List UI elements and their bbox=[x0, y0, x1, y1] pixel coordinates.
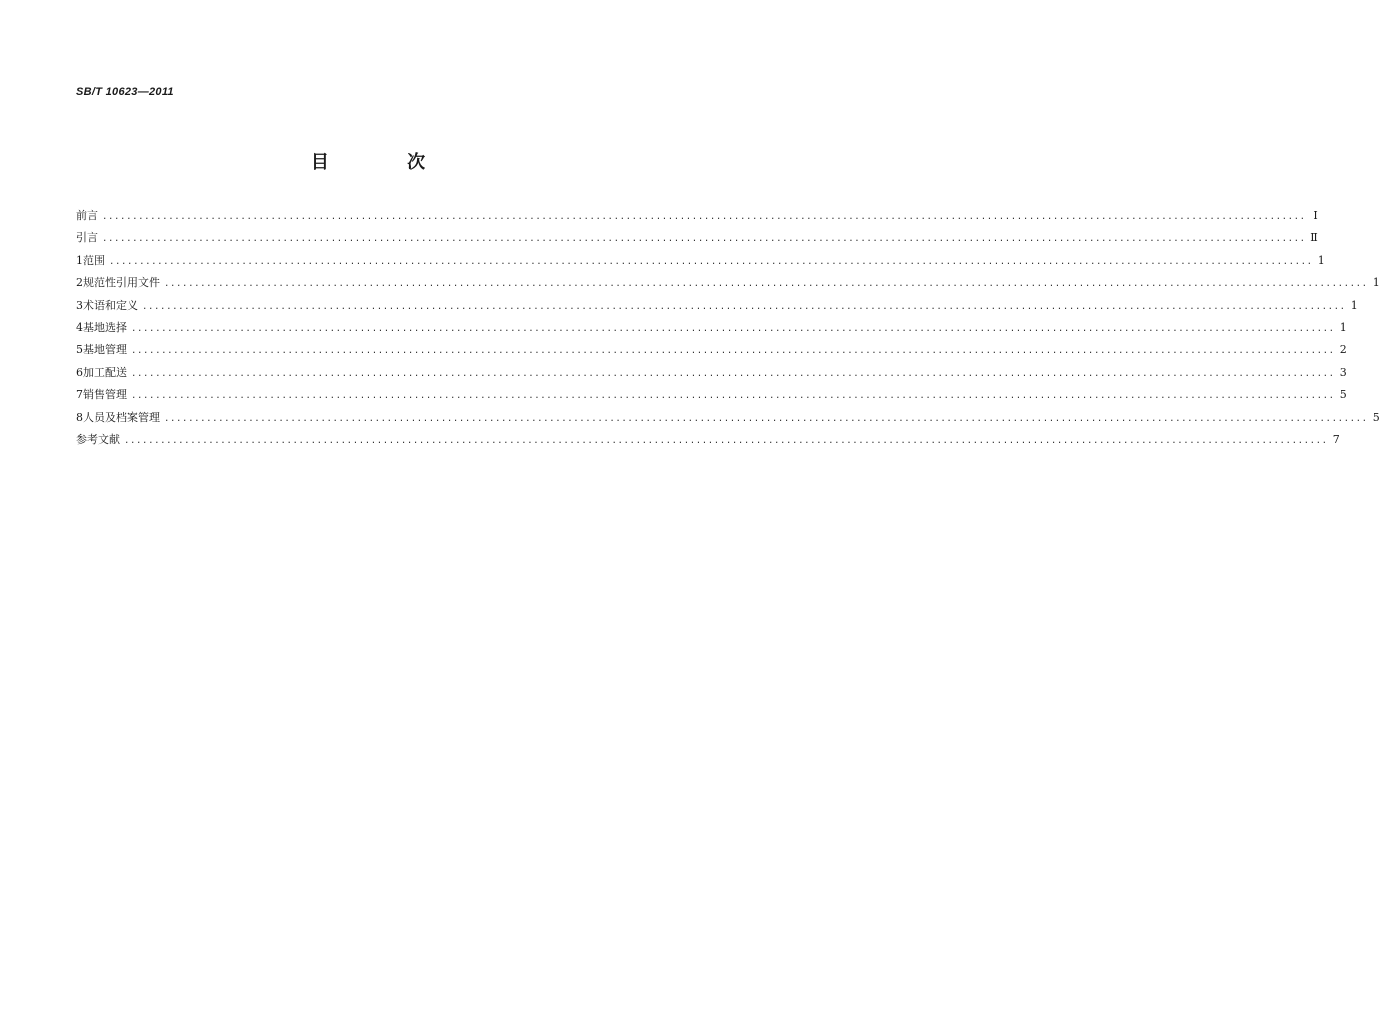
toc-entry-introduction[interactable] bbox=[76, 227, 1318, 249]
toc-leader-dots: ........................................................................................................................................................................................................ bbox=[131, 323, 1335, 334]
toc-entry-page: 1 bbox=[1350, 298, 1358, 312]
toc-leader-dots: ........................................................................................................................................................................................................ bbox=[109, 256, 1313, 267]
toc-entry-page: 1 bbox=[1339, 320, 1347, 334]
toc-entry-page: 5 bbox=[1372, 410, 1380, 424]
toc-entry-label: 基地管理 bbox=[83, 343, 127, 357]
toc-entry-page: 3 bbox=[1339, 365, 1347, 379]
toc-entry-foreword[interactable] bbox=[76, 205, 1318, 227]
toc-entry-label: 范围 bbox=[83, 253, 105, 267]
toc-leader-dots: ........................................................................................................................................................................................................ bbox=[131, 346, 1335, 357]
toc-entry-5[interactable] bbox=[76, 339, 1347, 361]
toc-entry-number: 2 bbox=[76, 276, 83, 290]
toc-entry-label: 引言 bbox=[76, 231, 98, 245]
toc-entry-number: 3 bbox=[76, 298, 83, 312]
toc-entry-label: 基地选择 bbox=[83, 320, 127, 334]
toc-entry-page: I bbox=[1313, 209, 1318, 222]
toc-leader-dots: ........................................................................................................................................................................................................ bbox=[102, 212, 1306, 222]
toc-entry-3[interactable] bbox=[76, 295, 1358, 317]
toc-entry-label: 前言 bbox=[76, 209, 98, 222]
toc-entry-bibliography[interactable] bbox=[76, 429, 1340, 451]
toc-entry-page: 1 bbox=[1317, 253, 1325, 267]
toc-entry-6[interactable] bbox=[76, 362, 1347, 384]
toc-entry-number: 6 bbox=[76, 365, 83, 379]
toc-leader-dots: ........................................................................................................................................................................................................ bbox=[124, 435, 1328, 446]
toc-entry-number: 1 bbox=[76, 253, 83, 267]
toc-entry-7[interactable] bbox=[76, 384, 1347, 406]
toc-entry-page: 5 bbox=[1339, 388, 1347, 402]
toc-entry-page: 7 bbox=[1332, 432, 1340, 446]
toc-entry-number: 7 bbox=[76, 388, 83, 402]
toc-leader-dots: ........................................................................................................................................................................................................ bbox=[131, 391, 1335, 402]
toc-entry-page: 2 bbox=[1339, 343, 1347, 357]
toc-title: 目 次 bbox=[310, 152, 462, 173]
toc-leader-dots: ........................................................................................................................................................................................................ bbox=[131, 368, 1335, 379]
toc-entry-number: 4 bbox=[76, 320, 83, 334]
toc-entry-label: 加工配送 bbox=[83, 365, 127, 379]
toc-entry-label: 人员及档案管理 bbox=[83, 410, 160, 424]
toc-entry-label: 销售管理 bbox=[83, 388, 127, 402]
toc-leader-dots: ........................................................................................................................................................................................................ bbox=[142, 301, 1346, 312]
toc-entry-label: 参考文献 bbox=[76, 432, 120, 446]
toc-leader-dots: ........................................................................................................................................................................................................ bbox=[102, 234, 1306, 245]
toc-entry-page: 1 bbox=[1372, 276, 1380, 290]
toc-entry-1[interactable] bbox=[76, 250, 1325, 272]
toc-entry-number: 8 bbox=[76, 410, 83, 424]
toc-leader-dots: ........................................................................................................................................................................................................ bbox=[164, 413, 1368, 424]
toc-leader-dots: ........................................................................................................................................................................................................ bbox=[164, 279, 1368, 290]
toc-entry-label: 术语和定义 bbox=[83, 298, 138, 312]
toc-entry-8[interactable] bbox=[76, 407, 1380, 429]
toc-entry-label: 规范性引用文件 bbox=[83, 276, 160, 290]
document-code: SB/T 10623—2011 bbox=[76, 86, 174, 98]
toc-entry-2[interactable] bbox=[76, 272, 1380, 294]
toc-entry-page: Ⅱ bbox=[1310, 231, 1318, 245]
table-of-contents bbox=[76, 205, 1380, 451]
toc-entry-4[interactable] bbox=[76, 317, 1347, 339]
toc-entry-number: 5 bbox=[76, 343, 83, 357]
